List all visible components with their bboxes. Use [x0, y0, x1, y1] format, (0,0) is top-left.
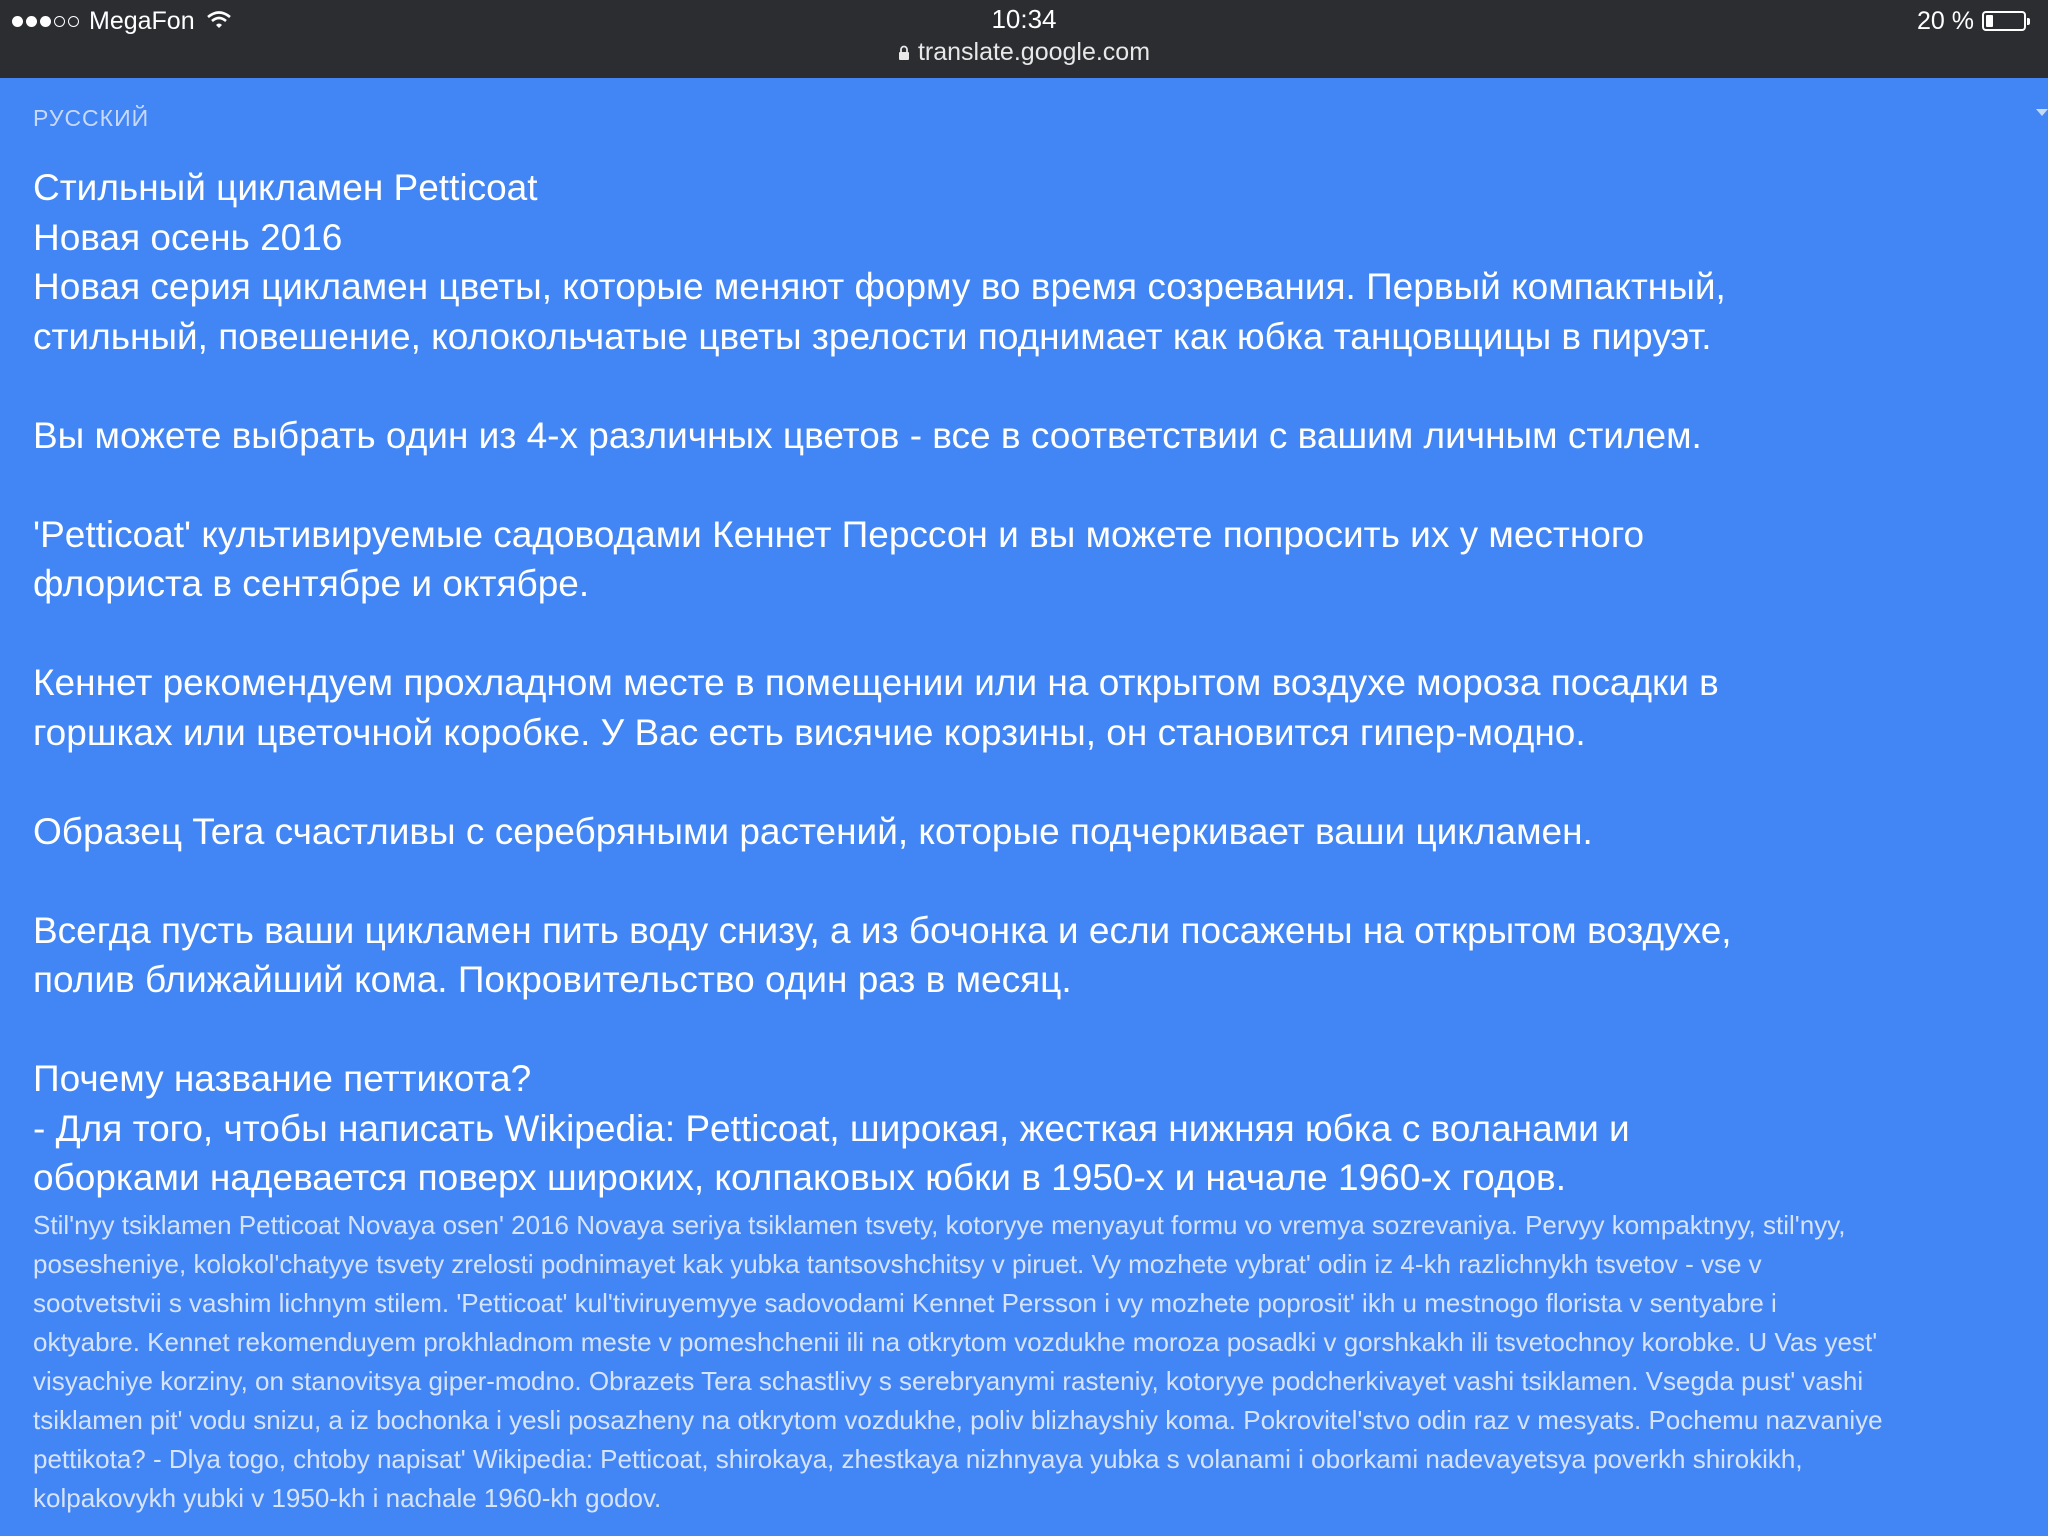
status-bar — [0, 0, 2048, 78]
battery-icon — [1982, 11, 2026, 31]
address-bar[interactable] — [0, 38, 2048, 68]
transliteration-text: Stil'nyy tsiklamen Petticoat Novaya osen' 2016 Novaya seriya tsiklamen tsvety, kotoryye menyayut formu vo vremya sozrevaniya. Pervyy kompaktnyy, stil'nyy, posesheniye, kolokol'chatyye tsvety zrelosti podnimayet kak yubka tantsovshchitsy v piruet. Vy mozhete vybrat' odin iz 4-kh razlichnykh tsvetov - vse v sootvetstvii s vashim lichnym stilem. 'Petticoat' kul'tiviruyemyye sadovodami Kennet Persson i vy mozhete poprosit' ikh u mestnogo florista v sentyabre i oktyabre. Kennet rekomenduyem prokhladnom meste v pomeshchenii ili na otkrytom vozdukhe moroza posadki v gorshkakh ili tsvetochnoy korobke. U Vas yest' visyachiye korziny, on stanovitsya giper-modno. Obrazets Tera schastlivy s serebryanymi rasteniy, kotoryye podcherkivayet vashi tsiklamen. Vsegda pust' vashi tsiklamen pit' vodu snizu, a iz bochonka i yesli posazheny na otkrytom vozdukhe, poliv blizhayshiy koma. Pokrovitel'stvo odin raz v mesyats. Pochemu nazvaniye pettikota? - Dlya togo, chtoby napisat' Wikipedia: Petticoat, shirokaya, zhestkaya nizhnyaya yubka s volanami i oborkami nadevayetsya poverkh shirokikh, kolpakovykh yubki v 1950-kh i nachale 1960-kh godov. — [33, 1210, 1883, 1513]
battery-percent: 20 % — [1917, 6, 1974, 35]
translation-text: Стильный цикламен Petticoat Новая осень 2016 Новая серия цикламен цветы, которые меняют форму во время созревания. Первый компактный, стильный, повешение, колокольчатые цветы зрелости поднимает как юбка танцовщицы в пируэт. Вы можете выбрать один из 4-х различных цветов - все в соответствии с вашим личным стилем. 'Petticoat' культивируемые садоводами Кеннет Перссон и вы можете попросить их у местного флориста в сентябре и октябре. Кеннет рекомендуем прохладном месте в помещении или на открытом воздухе мороза посадки в горшках или цветочной коробке. У Вас есть висячие корзины, он становится гипер-модно. Образец Tera счастливы с серебряными растений, которые подчеркивает ваши цикламен. Всегда пусть ваши цикламен пить воду снизу, а из бочонка и если посажены на открытом воздухе, полив ближайший кома. Покровительство один раз в месяц. Почему название петтикота? - Для того, чтобы написать Wikipedia: Petticoat, широкая, жесткая нижняя юбка с воланами и оборками надевается поверх широких, колпаковых юбки в 1950-х и начале 1960-х годов. — [33, 167, 1732, 1198]
url-text: translate.google.com — [917, 38, 1151, 66]
carrier-name: MegaFon — [89, 6, 195, 35]
battery-nub — [2027, 18, 2030, 25]
battery-fill — [1986, 15, 1993, 27]
lock-icon — [898, 39, 910, 68]
status-right — [1917, 6, 2026, 36]
clock: 10:34 — [991, 4, 1057, 34]
language-label: РУССКИЙ — [33, 105, 150, 131]
dropdown-arrow-icon[interactable] — [2036, 109, 2048, 116]
